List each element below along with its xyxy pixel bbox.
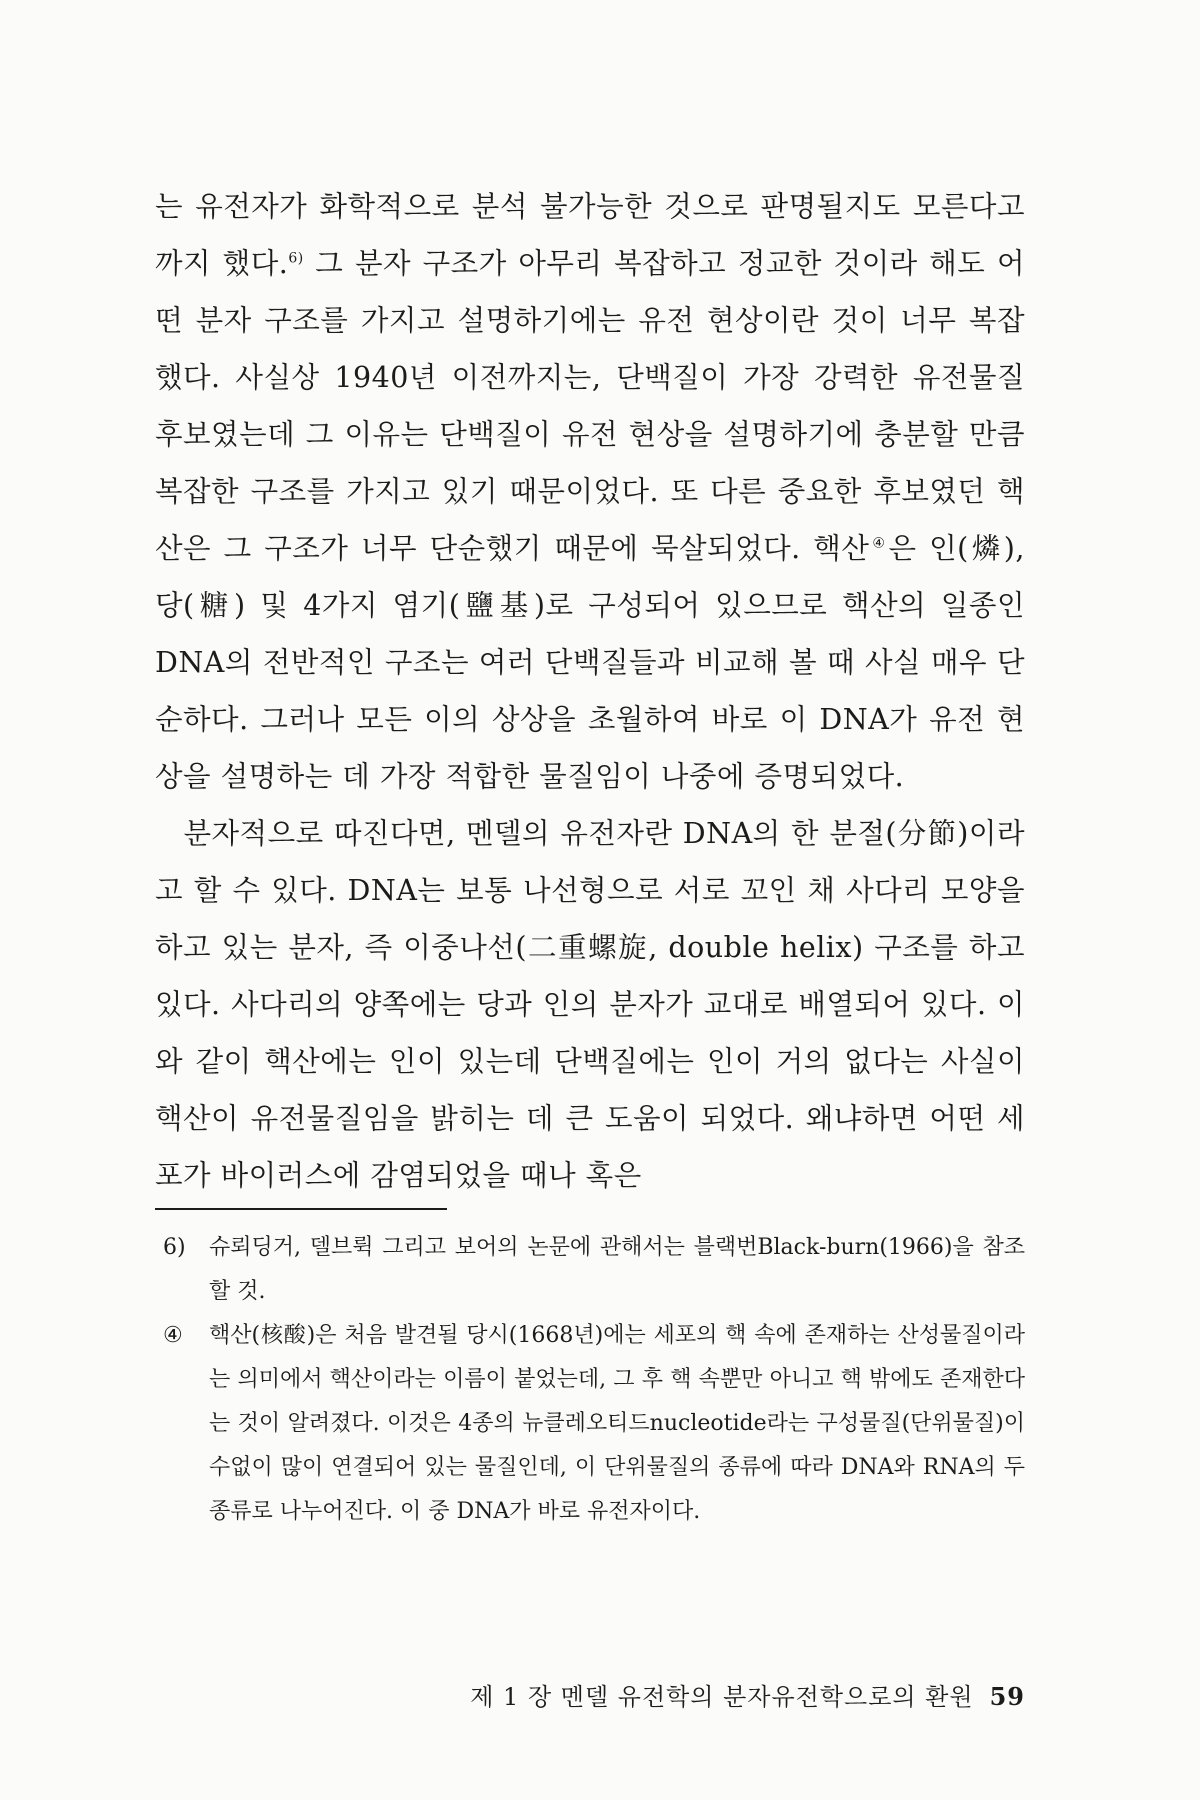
footnote-text: 슈뢰딩거, 델브뤽 그리고 보어의 논문에 관해서는 블랙번Black-burn(1966)을 참조할 것. [209,1235,1025,1304]
paragraph-2: 분자적으로 따진다면, 멘델의 유전자란 DNA의 한 분절(分節)이라고 할 수 있다. DNA는 보통 나선형으로 서로 꼬인 채 사다리 모양을 하고 있는 분자, 즉 이중나선(二重螺旋, double helix) 구조를 하고 있다. 사다리의 양쪽에는 당과 인의 분자가 교대로 배열되어 있다. 이와 같이 핵산에는 인이 있는데 단백질에는 인이 거의 없다는 사실이 핵산이 유전물질임을 밝히는 데 큰 도움이 되었다. 왜냐하면 어떤 세포가 바이러스에 감염되었을 때나 혹은 [155,817,1025,1192]
footnote-divider [155,1208,447,1210]
footnote-text: 핵산(核酸)은 처음 발견될 당시(1668년)에는 세포의 핵 속에 존재하는 산성물질이라는 의미에서 핵산이라는 이름이 붙었는데, 그 후 핵 속뿐만 아니고 핵 밖에도 존재한다는 것이 알려졌다. 이것은 4종의 뉴클레오티드nucleotide라는 구성물질(단위물질)이 수없이 많이 연결되어 있는 물질인데, 이 단위물질의 종류에 따라 DNA와 RNA의 두 종류로 나누어진다. 이 중 DNA가 바로 유전자이다. [209,1323,1025,1524]
body-text [155,178,1025,1204]
footnote-6 [163,1226,1025,1314]
paragraph-1-end: 은 인(燐), 당(糖) 및 4가지 염기(鹽基)로 구성되어 있으므로 핵산의 일종인 DNA의 전반적인 구조는 여러 단백질들과 비교해 볼 때 사실 매우 단순하다. 그러나 모든 이의 상상을 초월하여 바로 이 DNA가 유전 현상을 설명하는 데 가장 적합한 물질임이 나중에 증명되었다. [155,532,1025,793]
footnote-ref-4: ④ [869,535,889,552]
footnote-ref-6: 6) [288,250,304,267]
running-footer [155,1682,1025,1712]
paragraph-1-main: 그 분자 구조가 아무리 복잡하고 정교한 것이라 해도 어떤 분자 구조를 가지고 설명하기에는 유전 현상이란 것이 너무 복잡했다. 사실상 1940년 이전까지는, 단백질이 가장 강력한 유전물질 후보였는데 그 이유는 단백질이 유전 현상을 설명하기에 충분할 만큼 복잡한 구조를 가지고 있기 때문이었다. 또 다른 중요한 후보였던 핵산은 그 구조가 너무 단순했기 때문에 묵살되었다. 핵산 [155,247,1025,565]
page-number: 59 [989,1682,1025,1711]
chapter-title: 제 1 장 멘델 유전학의 분자유전학으로의 환원 [470,1683,974,1711]
paragraph-1 [155,178,1025,805]
paragraph-1-start: 는 유전자가 화학적으로 분석 불가능한 것으로 판명될지도 모른다고까지 했다. [155,190,1025,280]
footnotes [163,1226,1025,1534]
footnote-marker: 6) [163,1235,186,1260]
footnote-4 [163,1314,1025,1534]
footnote-marker: ④ [163,1323,183,1348]
